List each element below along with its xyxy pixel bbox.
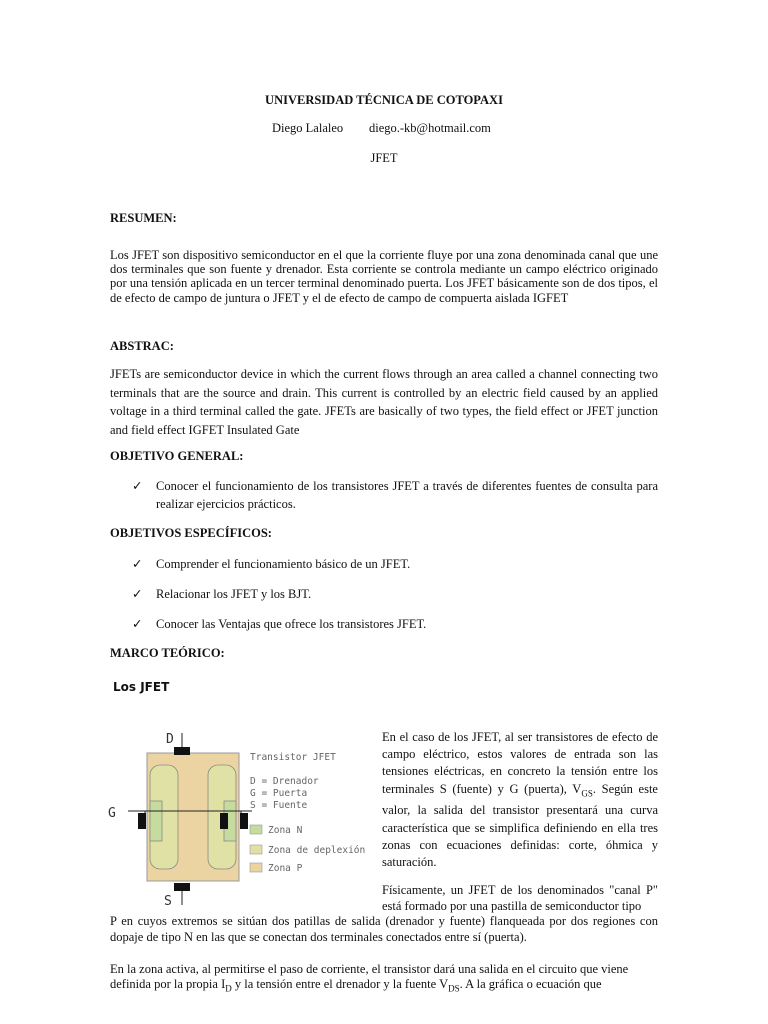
legend-zona-deplexion: Zona de deplexión	[268, 845, 366, 856]
source-terminal	[174, 883, 190, 891]
legend-zona-n: Zona N	[268, 825, 303, 836]
left-zona-n	[150, 801, 162, 841]
check-icon: ✓	[132, 617, 143, 631]
fisica-text-continuation: P en cuyos extremos se sitúan dos patillas de salida (drenador y fuente) flanqueada por dos regiones con dopaje de tipo N en las que se conectan dos terminales conectados entre sí (puerta).	[110, 914, 658, 944]
gate-terminal-left	[138, 813, 146, 829]
gate-inner-right	[220, 813, 228, 829]
objetivos-especificos-heading: OBJETIVOS ESPECÍFICOS:	[110, 526, 272, 540]
document-topic: JFET	[370, 151, 398, 165]
marco-teorico-heading: MARCO TEÓRICO:	[110, 646, 225, 660]
drain-terminal	[174, 747, 190, 755]
swatch-zona-deplexion	[250, 845, 262, 854]
author-name: Diego Lalaleo	[272, 121, 344, 135]
legend-puerta: G = Puerta	[250, 788, 308, 799]
jfet-description: En el caso de los JFET, al ser transistores de efecto de campo eléctrico, estos valores de entrada son las tensiones eléctricas, en concreto la tensión entre los terminales S (fuente) y G (puerta), $V_{GS}$. Según este valor, la salida del transistor presentará una curva característica que se simplifica definiendo en ella tres zonas con ecuaciones definidas: corte, óhmica y saturación.	[382, 730, 658, 869]
legend-drenador: D = Drenador	[250, 776, 319, 787]
label-g: G	[108, 806, 116, 821]
los-jfet-subheading: Los JFET	[113, 680, 170, 694]
objetivo-especifico-item: Comprender el funcionamiento básico de un JFET.	[156, 557, 411, 571]
diagram-title: Transistor JFET	[250, 752, 336, 763]
objetivo-general-heading: OBJETIVO GENERAL:	[110, 449, 244, 463]
label-d: D	[166, 732, 174, 747]
abstract-heading: ABSTRAC:	[110, 339, 174, 353]
author-email: diego.-kb@hotmail.com	[369, 121, 491, 135]
swatch-zona-p	[250, 863, 262, 872]
check-icon: ✓	[132, 479, 143, 493]
objetivo-general-item: Conocer el funcionamiento de los transistores JFET a través de diferentes fuentes de consulta para realizar ejercicios prácticos.	[156, 479, 658, 511]
zona-activa-line-1: En la zona activa, al permitirse el paso de corriente, el transistor dará una salida en el circuito que viene	[110, 962, 629, 976]
jfet-diagram	[100, 725, 380, 910]
zona-activa-line-2: definida por la propia $I_D$ y la tensión entre el drenador y la fuente $V_{DS}$. A la gráfica o ecuación que	[110, 977, 602, 994]
legend-fuente: S = Fuente	[250, 800, 308, 811]
university-title: UNIVERSIDAD TÉCNICA DE COTOPAXI	[265, 93, 503, 107]
swatch-zona-n	[250, 825, 262, 834]
objetivo-especifico-item: Relacionar los JFET y los BJT.	[156, 587, 312, 601]
gate-terminal-right	[240, 813, 248, 829]
check-icon: ✓	[132, 557, 143, 571]
resumen-text: Los JFET son dispositivo semiconductor en el que la corriente fluye por una zona denominada canal que une dos terminales que son fuente y drenador. Esta corriente se controla mediante un campo eléctrico originado por una tensión aplicada en un tercer terminal denominado puerta. Los JFET básicamente son de dos tipos, el de efecto de campo de juntura o JFET y el de efecto de campo de compuerta aislada IGFET	[110, 248, 658, 305]
label-s: S	[164, 894, 172, 909]
check-icon: ✓	[132, 587, 143, 601]
objetivo-especifico-item: Conocer las Ventajas que ofrece los transistores JFET.	[156, 617, 427, 631]
resumen-heading: RESUMEN:	[110, 211, 177, 225]
abstract-text: JFETs are semiconductor device in which the current flows through an area called a channel connecting two terminals that are the source and drain. This current is controlled by an electric field caused by an applied voltage in a third terminal called the gate. JFETs are basically of two types, the field effect or JFET junction and field effect IGFET Insulated Gate	[110, 367, 658, 437]
legend-zona-p: Zona P	[268, 863, 303, 874]
fisica-text-start: Físicamente, un JFET de los denominados "canal P" está formado por una pastilla de semiconductor tipo	[382, 883, 658, 913]
